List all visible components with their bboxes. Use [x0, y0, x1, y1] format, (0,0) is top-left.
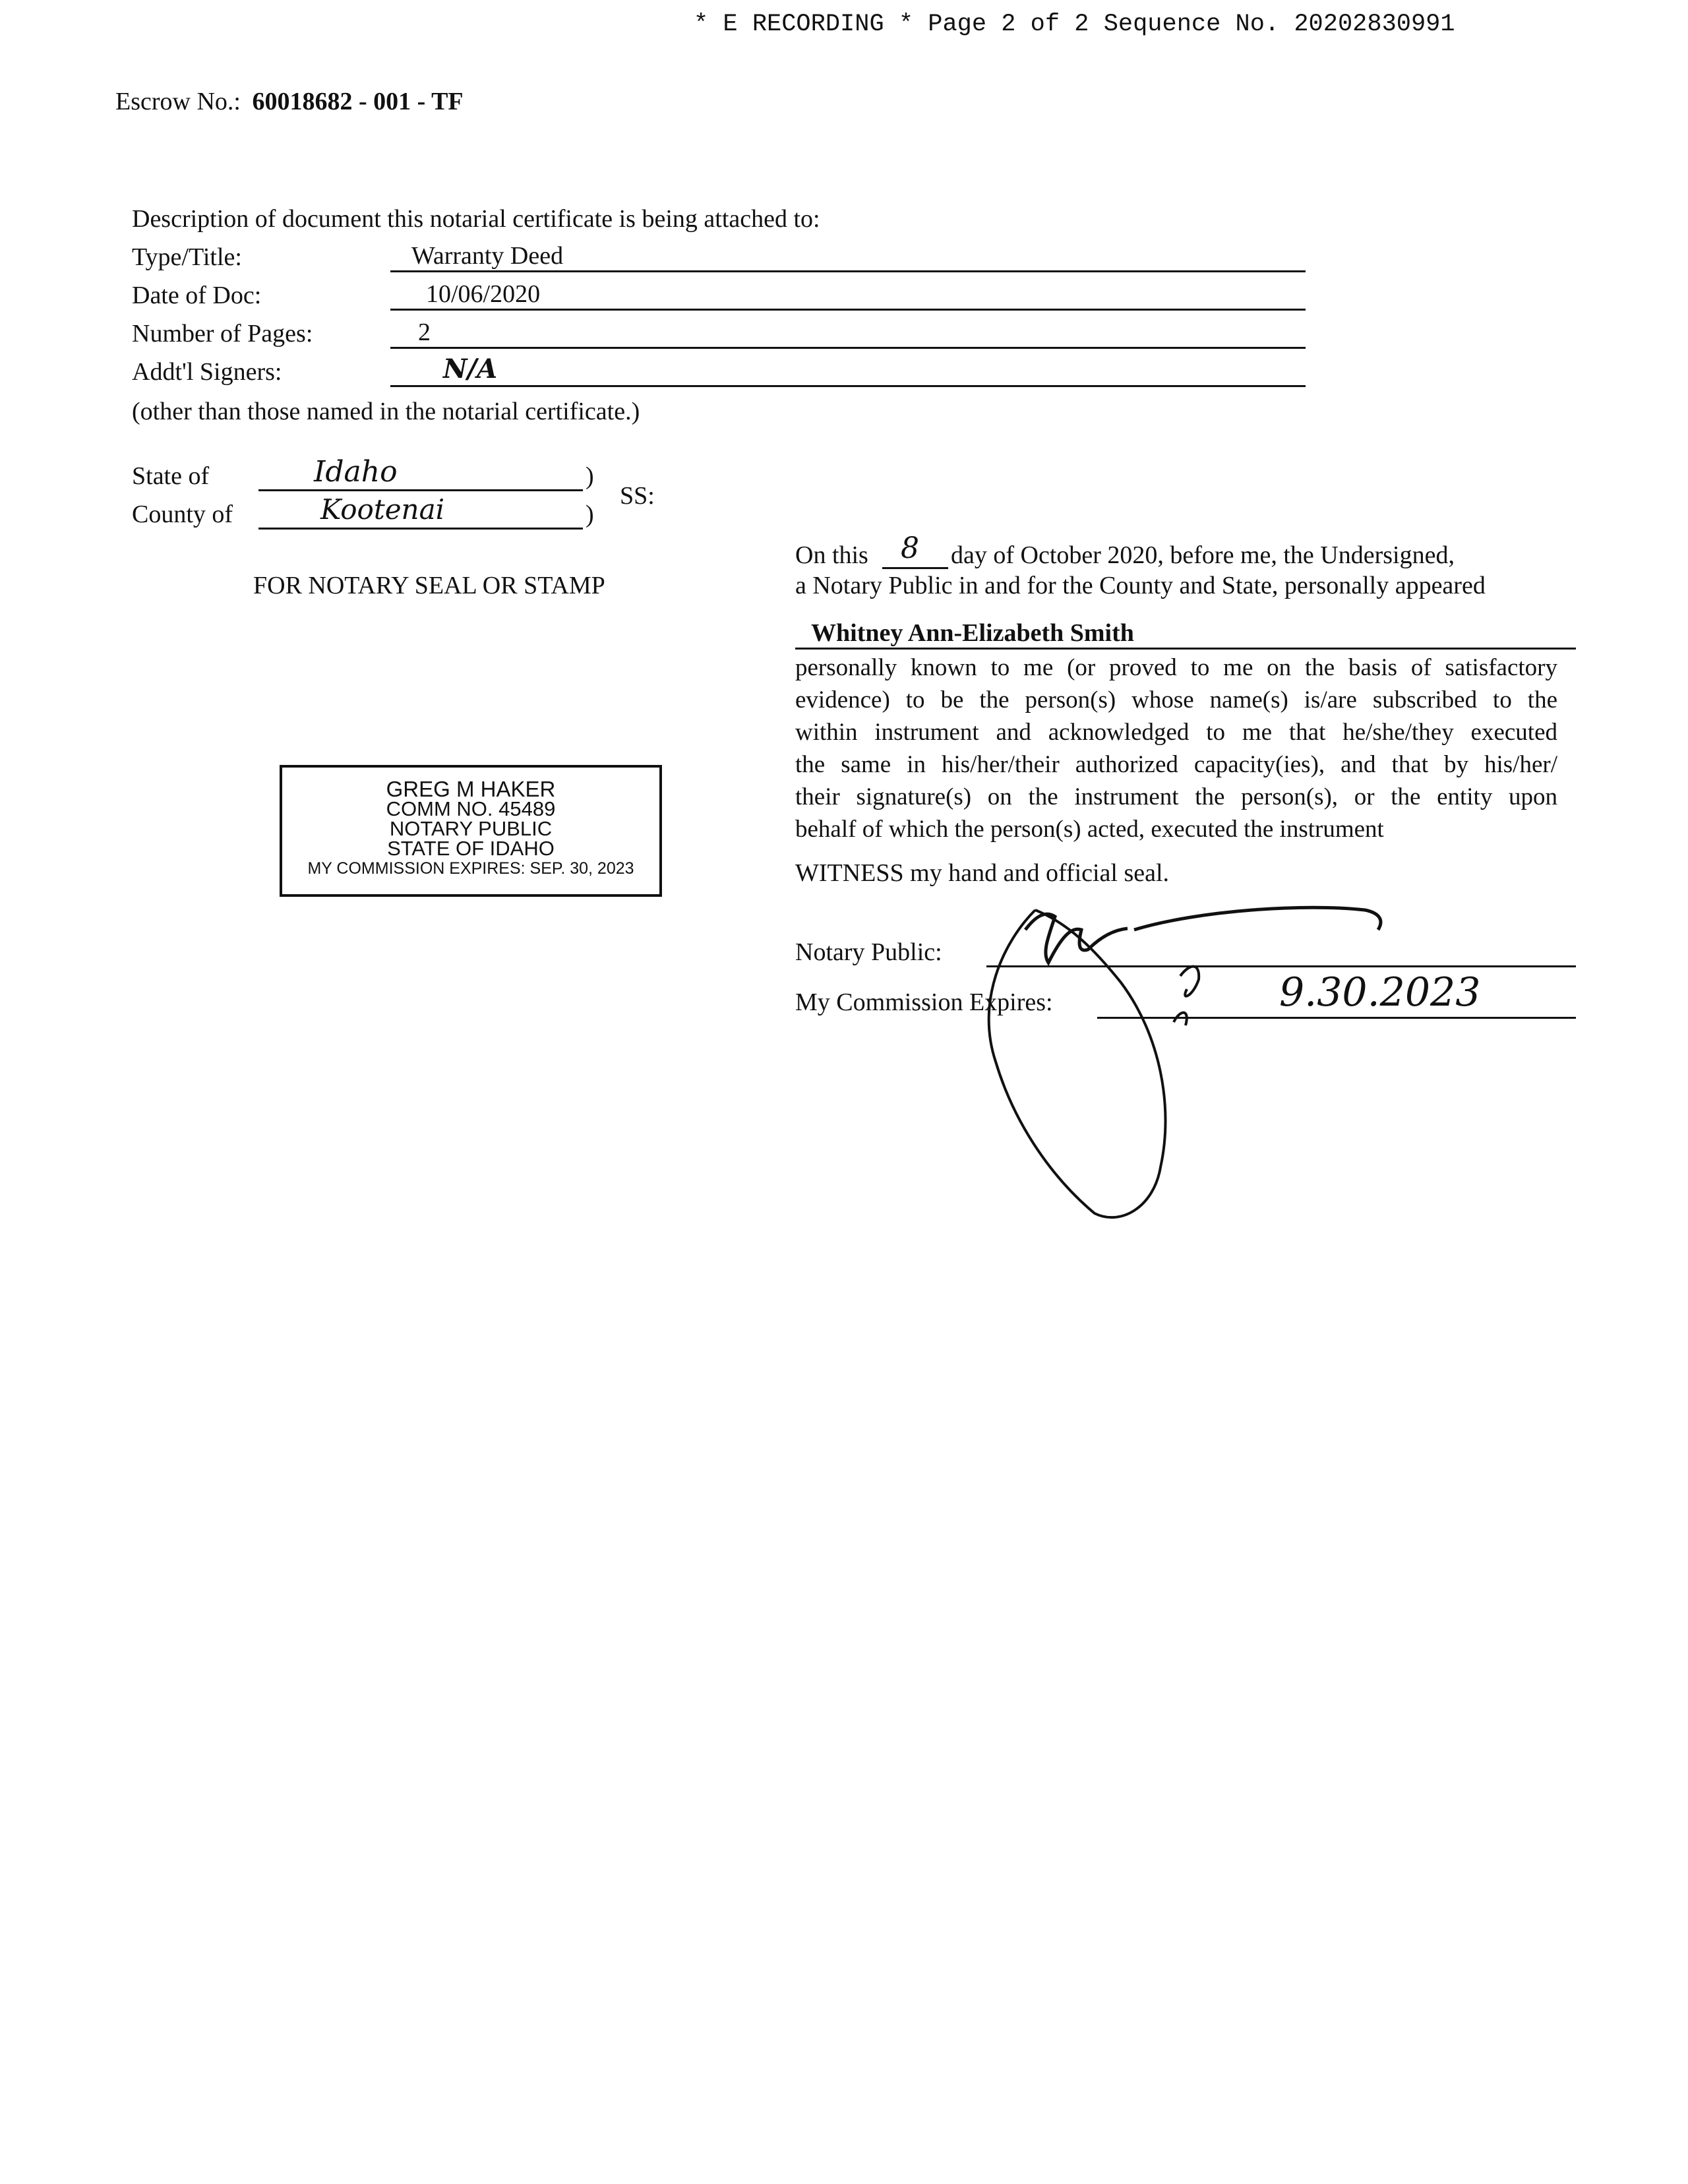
notary-stamp [280, 765, 662, 897]
county-label: County of [132, 501, 233, 528]
ack-body-line: their signature(s) on the instrument the person(s), or the entity upon [795, 783, 1557, 810]
day-value: 8 [901, 531, 919, 565]
stamp-name: GREG M HAKER [386, 777, 556, 801]
county-value: Kootenai [320, 493, 445, 526]
ack-line1: day of October 2020, before me, the Undersigned, [951, 541, 1455, 569]
stamp-comm: COMM NO. 45489 [386, 797, 556, 820]
seal-caption: FOR NOTARY SEAL OR STAMP [253, 572, 605, 599]
date-label: Date of Doc: [132, 282, 262, 309]
state-label: State of [132, 462, 210, 490]
expires-label: My Commission Expires: [795, 988, 1053, 1016]
state-value: Idaho [314, 455, 398, 489]
escrow-number: 60018682 - 001 - TF [252, 88, 464, 115]
type-value: Warranty Deed [411, 242, 564, 270]
description-note: (other than those named in the notarial certificate.) [132, 398, 640, 425]
ack-body-line: evidence) to be the person(s) whose name(s) is/are subscribed to the [795, 686, 1557, 713]
escrow-line [115, 87, 464, 116]
notary-public-label: Notary Public: [795, 938, 942, 966]
witness-line: WITNESS my hand and official seal. [795, 859, 1170, 887]
ack-body-line: within instrument and acknowledged to me that he/she/they executed [795, 719, 1557, 746]
ss-label: SS: [620, 482, 655, 510]
signers-value: N/A [443, 353, 498, 384]
county-paren: ) [586, 501, 594, 528]
notary-signature [963, 890, 1451, 1233]
state-paren: ) [586, 462, 594, 490]
stamp-state: STATE OF IDAHO [387, 837, 555, 860]
ack-body-line: personally known to me (or proved to me on the basis of satisfactory [795, 654, 1557, 681]
escrow-label: Escrow No.: [115, 88, 241, 115]
stamp-title: NOTARY PUBLIC [389, 817, 553, 840]
ack-on-this: On this [795, 541, 868, 569]
ack-body-line: the same in his/her/their authorized capacity(ies), and that by his/her/ [795, 751, 1557, 778]
recording-header: * E RECORDING * Page 2 of 2 Sequence No. 20202830991 [694, 11, 1455, 38]
ack-body [795, 652, 1557, 845]
ack-body-line: behalf of which the person(s) acted, executed the instrument [795, 816, 1384, 843]
signers-label: Addt'l Signers: [132, 358, 282, 386]
description-intro: Description of document this notarial certificate is being attached to: [132, 205, 820, 233]
pages-underline [390, 314, 1306, 349]
appeared-name: Whitney Ann-Elizabeth Smith [811, 619, 1134, 647]
pages-label: Number of Pages: [132, 320, 313, 348]
date-value: 10/06/2020 [426, 280, 541, 308]
type-label: Type/Title: [132, 243, 242, 271]
stamp-expires: MY COMMISSION EXPIRES: SEP. 30, 2023 [307, 859, 634, 878]
expires-value: 9.30.2023 [1279, 969, 1481, 1016]
state-underline [258, 455, 583, 491]
signers-underline [390, 352, 1306, 387]
ack-line2: a Notary Public in and for the County and State, personally appeared [795, 572, 1486, 599]
pages-value: 2 [418, 318, 431, 346]
